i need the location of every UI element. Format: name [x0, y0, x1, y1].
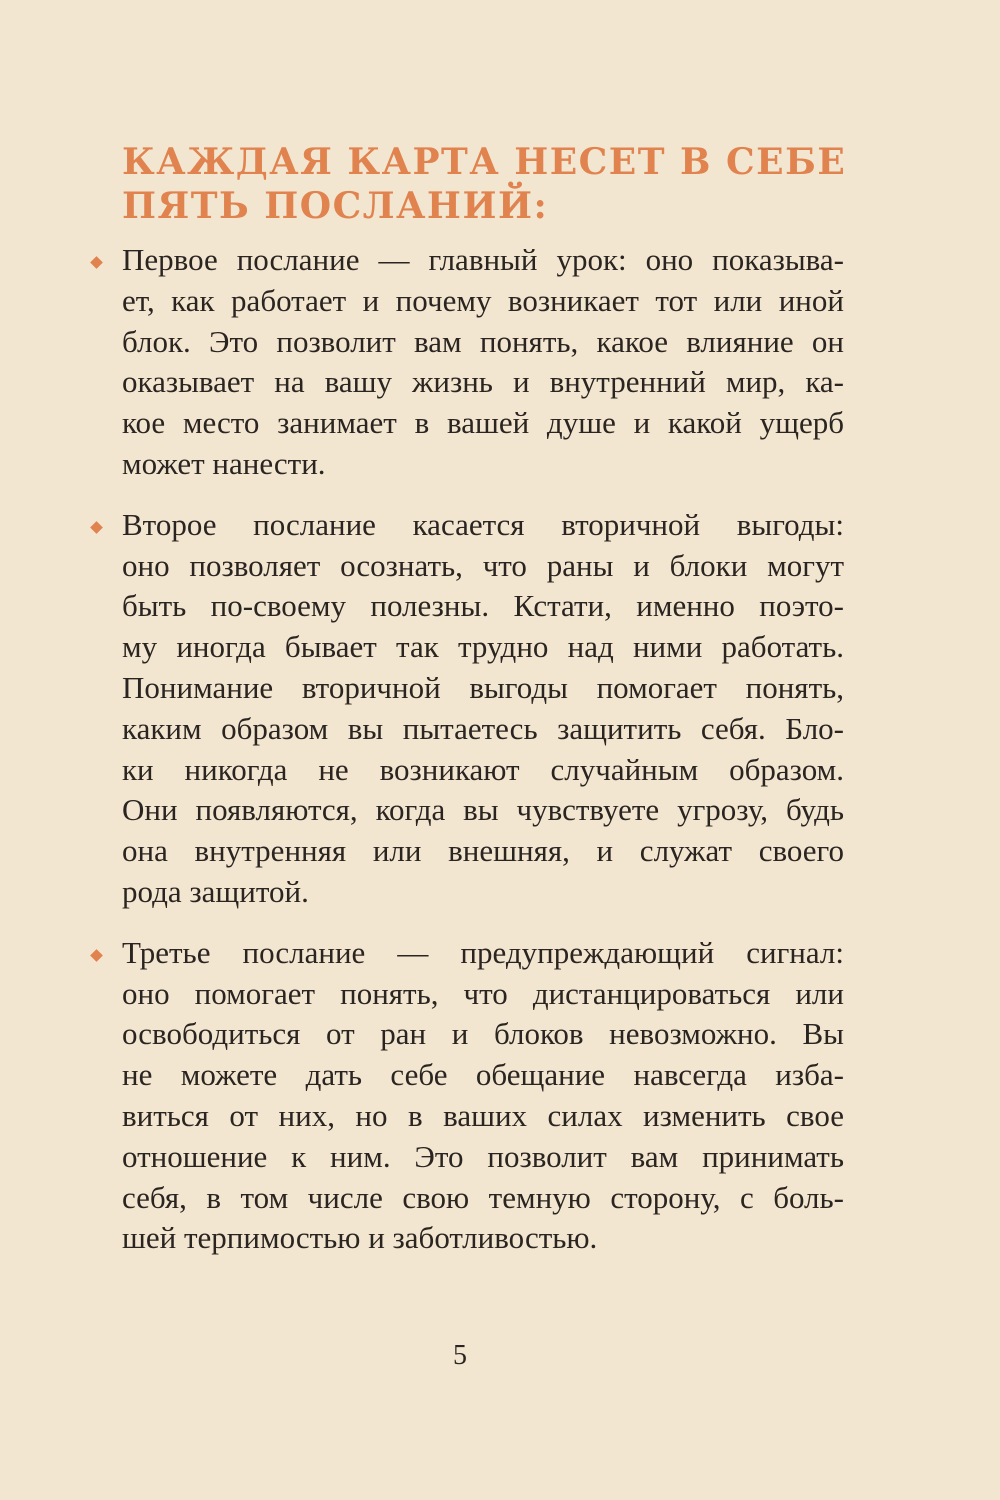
text-line: оно помогает понять, что дистанцироваться или	[122, 975, 844, 1011]
list-item	[0, 933, 1000, 1259]
text-line: оно позволяет осознать, что раны и блоки могут	[122, 547, 844, 583]
text-line: рода защитой.	[122, 873, 309, 909]
text-line: виться от них, но в ваших силах изменить свое	[122, 1097, 844, 1133]
heading-line-1: КАЖДАЯ КАРТА НЕСЕТ В СЕБЕ	[122, 141, 847, 183]
text-line: она внутренняя или внешняя, и служат своего	[122, 833, 844, 869]
text-line: блок. Это позволит вам понять, какое влияние он	[122, 323, 844, 359]
list-item-text	[122, 505, 844, 913]
text-line: Понимание вторичной выгоды помогает понять,	[122, 669, 844, 705]
text-line: освободиться от ран и блоков невозможно. Вы	[122, 1016, 844, 1052]
text-line: может нанести.	[122, 445, 326, 481]
text-line: каким образом вы пытаетесь защитить себя. Бло-	[122, 710, 844, 746]
text-line: Первое послание — главный урок: оно показыва-	[122, 242, 844, 277]
heading-line-2: ПЯТЬ ПОСЛАНИЙ:	[122, 185, 549, 227]
diamond-bullet-icon	[90, 521, 103, 534]
list-item	[0, 240, 1000, 485]
text-line: му иногда бывает так трудно над ними работать.	[122, 629, 844, 665]
list-item-text	[122, 933, 844, 1259]
diamond-bullet-icon	[90, 949, 103, 962]
diamond-bullet-icon	[90, 256, 103, 269]
page-number: 5	[453, 1340, 467, 1371]
text-line: оказывает на вашу жизнь и внутренний мир, ка-	[122, 364, 844, 400]
section-heading	[122, 140, 882, 228]
text-line: ки никогда не возникают случайным образом.	[122, 751, 844, 787]
text-line: Второе послание касается вторичной выгоды:	[122, 506, 844, 542]
text-line: отношение к ним. Это позволит вам принимать	[122, 1138, 844, 1174]
text-line: ет, как работает и почему возникает тот или иной	[122, 282, 844, 318]
text-line: Они появляются, когда вы чувствуете угрозу, будь	[122, 792, 844, 828]
text-line: Третье послание — предупреждающий сигнал:	[122, 934, 844, 970]
messages-list	[0, 240, 1000, 1279]
list-item	[0, 505, 1000, 913]
text-line: не можете дать себе обещание навсегда изба-	[122, 1057, 844, 1093]
text-line: быть по-своему полезны. Кстати, именно поэто-	[122, 588, 844, 624]
text-line: кое место занимает в вашей душе и какой ущерб	[122, 405, 844, 441]
text-line: себя, в том числе свою темную сторону, с боль-	[122, 1179, 844, 1215]
list-item-text	[122, 240, 844, 485]
text-line: шей терпимостью и заботливостью.	[122, 1220, 598, 1256]
